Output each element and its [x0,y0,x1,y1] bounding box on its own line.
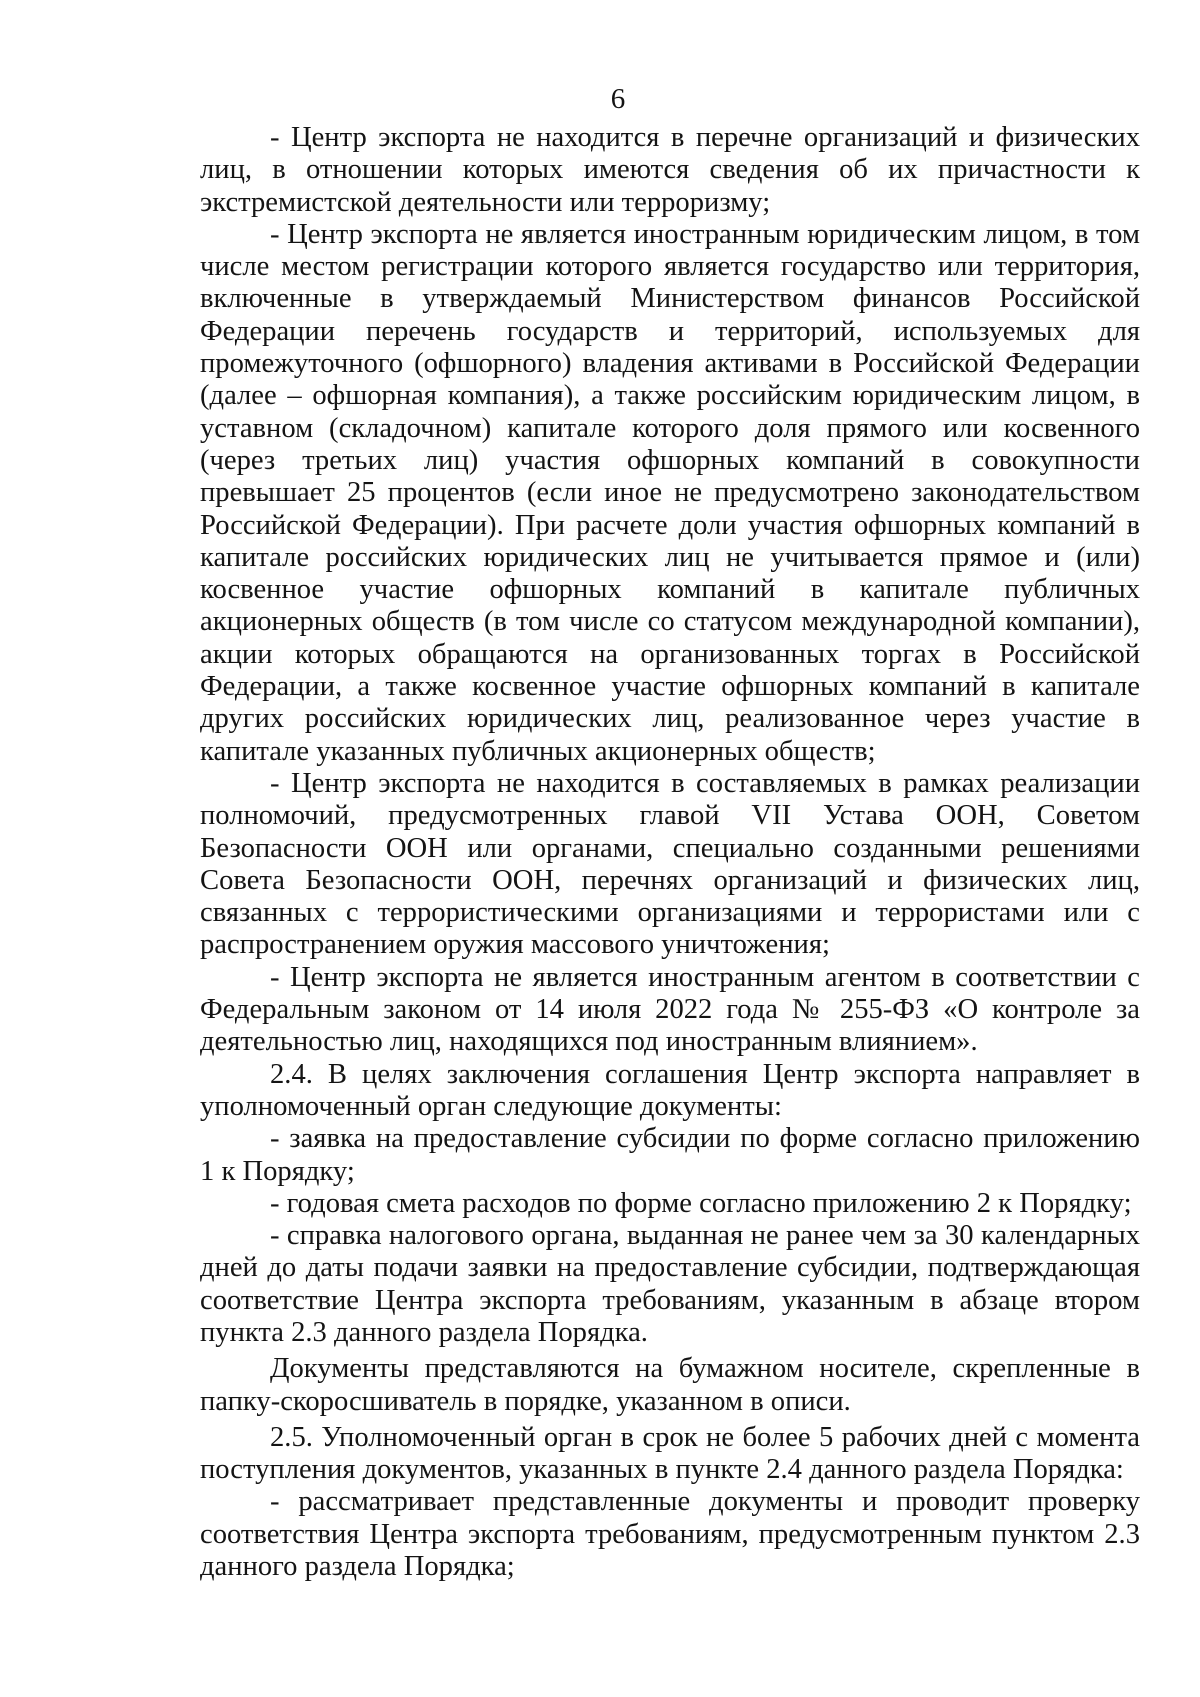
paragraph-review-documents: - рассматривает представленные документы и проводит проверку соответствия Центра экспорта требованиям, предусмотренным пунктом 2.3 данного раздела Порядка; [200,1486,1140,1583]
paragraph-2-4: 2.4. В целях заключения соглашения Центр экспорта направляет в уполномоченный орган следующие документы: [200,1058,1140,1122]
paragraph-2-5: 2.5. Уполномоченный орган в срок не более 5 рабочих дней с момента поступления документов, указанных в пункте 2.4 данного раздела Порядка: [200,1421,1140,1486]
paragraph-foreign-agent: - Центр экспорта не является иностранным агентом в соответствии с Федеральным законом от 14 июля 2022 года № 255-ФЗ «О контроле за деятельностью лиц, находящихся под иностранным влиянием». [200,961,1140,1058]
paragraph-paper-documents: Документы представляются на бумажном носителе, скрепленные в папку-скоросшиватель в порядке, указанном в описи. [200,1353,1140,1417]
paragraph-application-form: - заявка на предоставление субсидии по форме согласно приложению 1 к Порядку; [200,1123,1140,1187]
paragraph-extremism-list: - Центр экспорта не находится в перечне организаций и физических лиц, в отношении которых имеются сведения об их причастности к экстремистской деятельности или терроризму; [200,122,1140,218]
paragraph-tax-certificate: - справка налогового органа, выданная не ранее чем за 30 календарных дней до даты подачи заявки на предоставление субсидии, подтверждающая соответствие Центра экспорта требованиям, указанным в абзаце втором пункта 2.3 данного раздела Порядка. [200,1220,1140,1348]
page-number: 6 [610,83,626,115]
paragraph-un-security-council: - Центр экспорта не находится в составляемых в рамках реализации полномочий, предусмотренных главой VII Устава ООН, Советом Безопасности ООН или органами, специально созданными решениями Совета Безопасности ООН, перечнях организаций и физических лиц, связанных с террористическими организациями и террористами или с распространением оружия массового уничтожения; [200,767,1140,961]
document-body [200,122,1140,1583]
paragraph-offshore-company: - Центр экспорта не является иностранным юридическим лицом, в том числе местом регистрации которого является государство или территория, включенные в утверждаемый Министерством финансов Российской Федерации перечень государств и территорий, используемых для промежуточного (офшорного) владения активами в Российской Федерации (далее – офшорная компания), а также российским юридическим лицом, в уставном (складочном) капитале которого доля прямого или косвенного (через третьих лиц) участия офшорных компаний в совокупности превышает 25 процентов (если иное не предусмотрено законодательством Российской Федерации). При расчете доли участия офшорных компаний в капитале российских юридических лиц не учитывается прямое и (или) косвенное участие офшорных компаний в капитале публичных акционерных обществ (в том числе со статусом международной компании), акции которых обращаются на организованных торгах в Российской Федерации, а также косвенное участие офшорных компаний в капитале других российских юридических лиц, реализованное через участие в капитале указанных публичных акционерных обществ; [200,218,1140,767]
paragraph-annual-estimate: - годовая смета расходов по форме согласно приложению 2 к Порядку; [270,1187,1132,1219]
